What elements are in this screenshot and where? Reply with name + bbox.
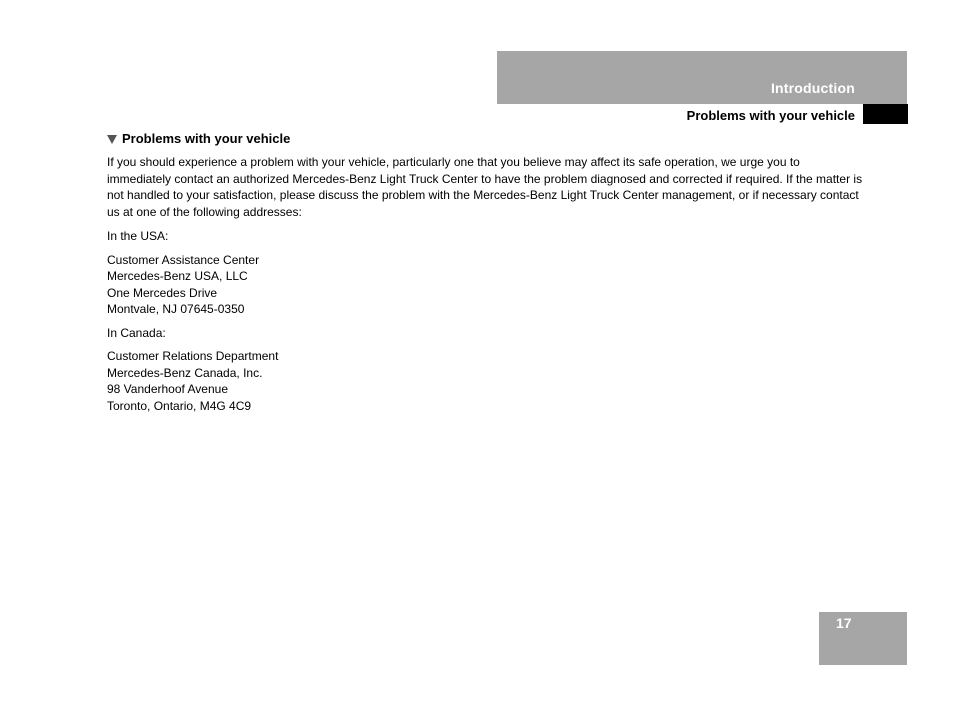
address-line: Mercedes-Benz USA, LLC (107, 269, 248, 284)
usa-label: In the USA: (107, 228, 169, 243)
canada-label: In Canada: (107, 325, 166, 340)
address-line: Toronto, Ontario, M4G 4C9 (107, 398, 252, 413)
chapter-title: Introduction (770, 80, 855, 96)
address-line: Customer Assistance Center (107, 252, 260, 267)
page-number-box (819, 612, 907, 665)
address-line: Customer Relations Department (107, 349, 279, 364)
page-number: 17 (836, 615, 852, 631)
address-line: Mercedes-Benz Canada, Inc. (107, 365, 263, 380)
section-title: Problems with your vehicle (686, 108, 855, 123)
address-line: One Mercedes Drive (107, 285, 218, 300)
main-content (107, 131, 867, 421)
section-tab-marker (863, 104, 908, 124)
address-line: Montvale, NJ 07645-0350 (107, 302, 245, 317)
chapter-header-box (497, 51, 907, 104)
section-heading-text: Problems with your vehicle (122, 131, 291, 146)
address-line: 98 Vanderhoof Avenue (107, 382, 228, 397)
usa-address (107, 252, 867, 318)
canada-address (107, 348, 867, 414)
triangle-down-icon (107, 135, 117, 144)
intro-paragraph: If you should experience a problem with your vehicle, particularly one that you believe may affect its safe operation, we urge you to immediately contact an authorized Mercedes-Benz Light Truck Center to have the problem diagnosed and corrected if required. If the matter is not handled to your satisfaction, please discuss the problem with the Mercedes-Benz Light Truck Center management, or if necessary contact us at one of the following addresses: (107, 155, 863, 220)
section-heading (107, 131, 867, 146)
